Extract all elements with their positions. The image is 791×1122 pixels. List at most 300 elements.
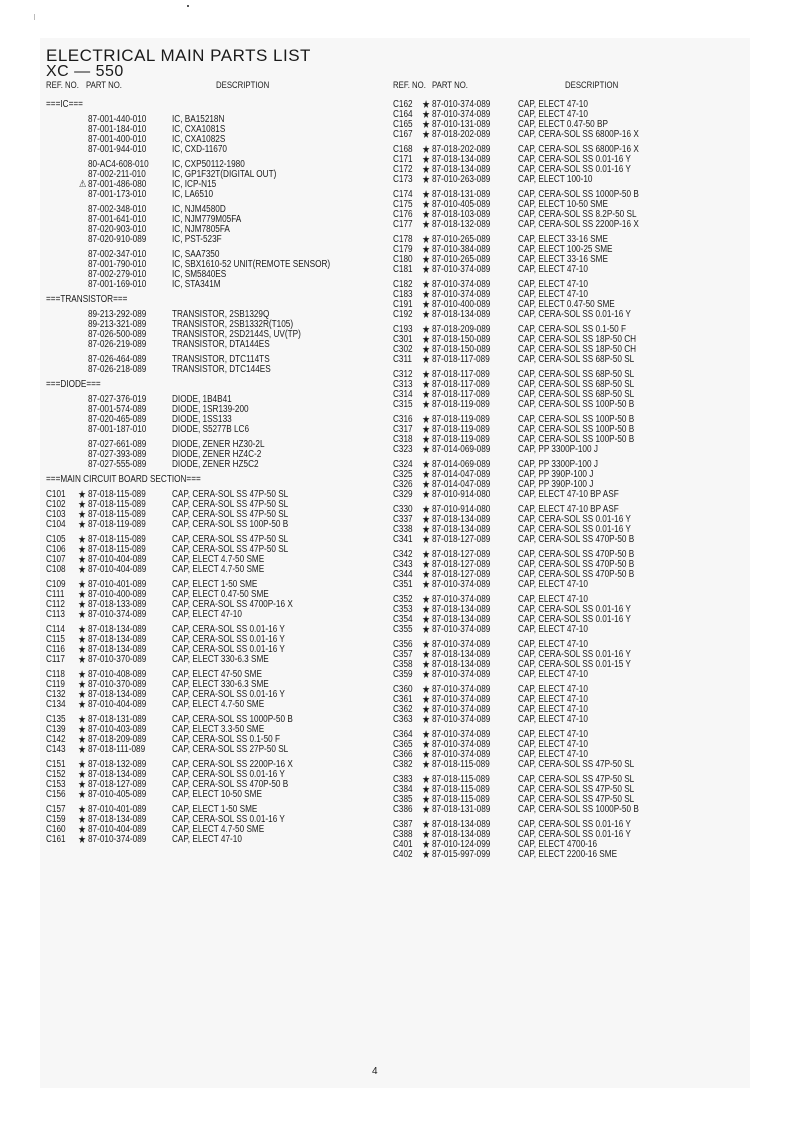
ref-no: C167 (393, 129, 413, 140)
part-no: 87-027-376-019 (88, 394, 147, 405)
ref-no: C344 (393, 569, 413, 580)
part-no: 87-015-997-099 (432, 849, 491, 860)
part-no: 87-014-047-089 (432, 469, 491, 480)
description: CAP, ELECT 330-6.3 SME (172, 654, 269, 665)
description: CAP, CERA-SOL SS 8.2P-50 SL (518, 209, 637, 220)
parts-row (393, 535, 733, 545)
part-no: 87-018-209-089 (432, 324, 491, 335)
star-mark: ★ (422, 524, 431, 536)
part-no: 87-010-374-089 (432, 99, 491, 110)
description: CAP, CERA-SOL SS 0.01-16 Y (172, 634, 285, 645)
ref-no: C318 (393, 434, 413, 445)
description: CAP, CERA-SOL SS 100P-50 B (172, 519, 289, 530)
star-mark: ★ (422, 784, 431, 796)
ref-no: C180 (393, 254, 413, 265)
safety-mark: ⚠ (79, 179, 87, 190)
star-mark: ★ (422, 614, 431, 626)
description: CAP, CERA-SOL SS 0.01-16 Y (518, 164, 631, 175)
description: IC, CXA1081S (172, 124, 226, 135)
ref-no: C112 (46, 599, 66, 610)
star-mark: ★ (422, 819, 431, 831)
part-no: 87-010-374-089 (88, 609, 147, 620)
part-no: 87-010-263-089 (432, 174, 491, 185)
description: TRANSISTOR, DTC114TS (172, 354, 270, 365)
description: CAP, CERA-SOL SS 47P-50 SL (172, 499, 289, 510)
description: CAP, CERA-SOL SS 68P-50 SL (518, 369, 635, 380)
ref-no: C135 (46, 714, 66, 725)
description: CAP, ELECT 47-10 (518, 704, 588, 715)
description: IC, BA15218N (172, 114, 225, 125)
description: CAP, CERA-SOL SS 100P-50 B (518, 399, 635, 410)
description: CAP, CERA-SOL SS 68P-50 SL (518, 379, 635, 390)
part-no: 87-010-374-089 (432, 264, 491, 275)
part-no: 87-018-111-089 (88, 744, 146, 755)
description: CAP, ELECT 0.47-50 SME (172, 589, 269, 600)
part-no: 87-018-131-089 (432, 189, 491, 200)
part-no: 87-020-910-089 (88, 234, 147, 245)
part-no: 87-018-127-089 (88, 779, 147, 790)
part-no: 87-018-115-089 (432, 759, 490, 770)
ref-no: C102 (46, 499, 66, 510)
ref-no: C357 (393, 649, 413, 660)
part-no: 87-020-903-010 (88, 224, 147, 235)
ref-no: C301 (393, 334, 413, 345)
description: CAP, ELECT 47-10 (518, 579, 588, 590)
star-mark: ★ (422, 414, 431, 426)
part-no: 87-018-115-089 (432, 784, 490, 795)
star-mark: ★ (422, 604, 431, 616)
description: CAP, ELECT 47-50 SME (172, 669, 262, 680)
description: CAP, CERA-SOL SS 47P-50 SL (172, 489, 289, 500)
part-no: 87-010-405-089 (88, 789, 147, 800)
part-no: 87-018-115-089 (88, 534, 146, 545)
part-no: 87-002-211-010 (88, 169, 146, 180)
description: IC, LA6510 (172, 189, 214, 200)
part-no: 87-010-370-089 (88, 679, 147, 690)
ref-no: C315 (393, 399, 413, 410)
part-no: 87-018-134-089 (432, 524, 491, 535)
description: CAP, CERA-SOL SS 470P-50 B (172, 779, 289, 790)
part-no: 87-018-117-089 (432, 379, 490, 390)
part-no: 87-010-374-089 (432, 669, 491, 680)
description: DIODE, ZENER HZ4C-2 (172, 449, 262, 460)
star-mark: ★ (422, 444, 431, 456)
ref-no: C168 (393, 144, 413, 155)
star-mark: ★ (422, 749, 431, 761)
section-title: ===DIODE=== (46, 379, 101, 390)
ref-no: C354 (393, 614, 413, 625)
ref-no: C107 (46, 554, 66, 565)
ref-no: C159 (46, 814, 66, 825)
part-no: 87-018-134-089 (88, 634, 147, 645)
star-mark: ★ (78, 789, 87, 801)
star-mark: ★ (78, 554, 87, 566)
part-no: 87-018-115-089 (432, 794, 490, 805)
ref-no: C341 (393, 534, 413, 545)
ref-no: C366 (393, 749, 413, 760)
part-no: 87-018-150-089 (432, 334, 491, 345)
description: CAP, ELECT 47-10 (518, 109, 588, 120)
part-no: 87-010-265-089 (432, 234, 491, 245)
ref-no: C364 (393, 729, 413, 740)
star-mark: ★ (422, 144, 431, 156)
description: CAP, CERA-SOL SS 1000P-50 B (518, 189, 639, 200)
part-no: 87-001-486-080 (88, 179, 147, 190)
ref-no: C193 (393, 324, 413, 335)
ref-no: C176 (393, 209, 413, 220)
ref-no: C365 (393, 739, 413, 750)
ref-no: C172 (393, 164, 413, 175)
part-no: 87-018-131-089 (432, 804, 491, 815)
star-mark: ★ (422, 174, 431, 186)
star-mark: ★ (422, 289, 431, 301)
description: IC, STA341M (172, 279, 221, 290)
ref-no: C156 (46, 789, 66, 800)
star-mark: ★ (78, 814, 87, 826)
part-no: 87-018-134-089 (432, 164, 491, 175)
part-no: 87-010-404-089 (88, 554, 147, 565)
part-no: 87-001-400-010 (88, 134, 147, 145)
description: CAP, ELECT 47-10 (518, 289, 588, 300)
part-no: 87-001-187-010 (88, 424, 147, 435)
description: CAP, CERA-SOL SS 4700P-16 X (172, 599, 293, 610)
parts-row (393, 355, 733, 365)
ref-no: C353 (393, 604, 413, 615)
star-mark: ★ (78, 699, 87, 711)
parts-row (393, 850, 733, 860)
part-no: 87-018-127-089 (432, 549, 491, 560)
description: IC, CXD-11670 (172, 144, 228, 155)
description: CAP, CERA-SOL SS 6800P-16 X (518, 129, 639, 140)
description: CAP, ELECT 2200-16 SME (518, 849, 618, 860)
star-mark: ★ (78, 669, 87, 681)
part-no: 87-018-134-089 (432, 514, 491, 525)
ref-no: C139 (46, 724, 66, 735)
part-no: 87-018-119-089 (432, 399, 490, 410)
part-no: 87-018-134-089 (432, 614, 491, 625)
description: DIODE, ZENER HZ30-2L (172, 439, 265, 450)
part-no: 87-018-133-089 (88, 599, 147, 610)
ref-no: C385 (393, 794, 413, 805)
description: CAP, CERA-SOL SS 1000P-50 B (172, 714, 293, 725)
star-mark: ★ (422, 759, 431, 771)
description: CAP, ELECT 47-10 (518, 694, 588, 705)
star-mark: ★ (422, 479, 431, 491)
star-mark: ★ (422, 794, 431, 806)
part-no: 87-002-348-010 (88, 204, 147, 215)
header-desc-left: DESCRIPTION (216, 80, 270, 91)
star-mark: ★ (422, 154, 431, 166)
part-no: 87-018-134-089 (432, 659, 491, 670)
ref-no: C108 (46, 564, 66, 575)
star-mark: ★ (422, 849, 431, 861)
star-mark: ★ (78, 609, 87, 621)
part-no: 87-010-374-089 (432, 729, 491, 740)
description: IC, NJM4580D (172, 204, 226, 215)
ref-no: C111 (46, 589, 65, 600)
part-no: 87-027-555-089 (88, 459, 147, 470)
star-mark: ★ (422, 714, 431, 726)
ref-no: C152 (46, 769, 66, 780)
description: CAP, CERA-SOL SS 2200P-16 X (172, 759, 293, 770)
part-no: 87-001-184-010 (88, 124, 147, 135)
description: CAP, CERA-SOL SS 0.1-50 F (518, 324, 627, 335)
ref-no: C117 (46, 654, 66, 665)
part-no: 87-010-405-089 (432, 199, 491, 210)
description: CAP, ELECT 4.7-50 SME (172, 554, 265, 565)
star-mark: ★ (422, 704, 431, 716)
part-no: 87-010-404-089 (88, 824, 147, 835)
part-no: 87-018-134-089 (432, 649, 491, 660)
description: CAP, CERA-SOL SS 0.01-16 Y (172, 689, 285, 700)
star-mark: ★ (422, 109, 431, 121)
section-title: ===TRANSISTOR=== (46, 294, 128, 305)
description: CAP, CERA-SOL SS 18P-50 CH (518, 344, 637, 355)
description: CAP, CERA-SOL SS 47P-50 SL (172, 509, 289, 520)
parts-row (393, 400, 733, 410)
ref-no: C363 (393, 714, 413, 725)
section-title: ===MAIN CIRCUIT BOARD SECTION=== (46, 474, 201, 485)
description: CAP, CERA-SOL SS 0.01-16 Y (518, 649, 631, 660)
part-no: 87-018-132-089 (88, 759, 147, 770)
star-mark: ★ (78, 834, 87, 846)
description: CAP, CERA-SOL SS 47P-50 SL (518, 759, 635, 770)
description: CAP, PP 390P-100 J (518, 469, 594, 480)
part-no: 87-018-103-089 (432, 209, 491, 220)
part-no: 87-018-127-089 (432, 534, 491, 545)
description: CAP, ELECT 4700-16 (518, 839, 598, 850)
star-mark: ★ (422, 219, 431, 231)
star-mark: ★ (78, 679, 87, 691)
star-mark: ★ (78, 489, 87, 501)
ref-no: C165 (393, 119, 413, 130)
ref-no: C118 (46, 669, 66, 680)
star-mark: ★ (422, 99, 431, 111)
star-mark: ★ (422, 549, 431, 561)
description: IC, CXP50112-1980 (172, 159, 245, 170)
ref-no: C358 (393, 659, 413, 670)
description: IC, SM5840ES (172, 269, 227, 280)
part-no: 89-213-321-089 (88, 319, 147, 330)
ref-no: C361 (393, 694, 413, 705)
ref-no: C157 (46, 804, 66, 815)
ref-no: C192 (393, 309, 413, 320)
page-title: ELECTRICAL MAIN PARTS LIST (46, 46, 311, 65)
description: IC, SBX1610-52 UNIT(REMOTE SENSOR) (172, 259, 331, 270)
star-mark: ★ (78, 769, 87, 781)
star-mark: ★ (422, 739, 431, 751)
description: CAP, CERA-SOL SS 0.01-16 Y (172, 769, 285, 780)
star-mark: ★ (422, 209, 431, 221)
ref-no: C342 (393, 549, 413, 560)
ref-no: C101 (46, 489, 66, 500)
ref-no: C181 (393, 264, 413, 275)
header-ref-right: REF. NO. (393, 80, 426, 91)
header-desc-right: DESCRIPTION (565, 80, 619, 91)
ref-no: C132 (46, 689, 66, 700)
star-mark: ★ (422, 189, 431, 201)
star-mark: ★ (78, 804, 87, 816)
part-no: 87-010-374-089 (432, 704, 491, 715)
description: CAP, CERA-SOL SS 0.01-16 Y (518, 309, 631, 320)
ref-no: C153 (46, 779, 66, 790)
star-mark: ★ (422, 569, 431, 581)
star-mark: ★ (422, 129, 431, 141)
parts-row (393, 445, 733, 455)
ref-no: C356 (393, 639, 413, 650)
ref-no: C182 (393, 279, 413, 290)
description: CAP, CERA-SOL SS 0.01-16 Y (518, 829, 631, 840)
star-mark: ★ (422, 594, 431, 606)
star-mark: ★ (78, 759, 87, 771)
part-no: 87-010-374-089 (432, 109, 491, 120)
page-number: 4 (372, 1066, 378, 1077)
part-no: 87-010-914-080 (432, 504, 491, 515)
star-mark: ★ (422, 354, 431, 366)
part-no: 87-018-117-089 (432, 369, 490, 380)
part-no: 87-018-134-089 (432, 309, 491, 320)
part-no: 87-010-374-089 (432, 594, 491, 605)
star-mark: ★ (422, 624, 431, 636)
star-mark: ★ (78, 644, 87, 656)
part-no: 87-018-132-089 (432, 219, 491, 230)
star-mark: ★ (422, 669, 431, 681)
part-no: 87-010-404-089 (88, 699, 147, 710)
part-no: 87-010-914-080 (432, 489, 491, 500)
description: CAP, ELECT 47-10 (518, 684, 588, 695)
star-mark: ★ (422, 119, 431, 131)
description: CAP, PP 390P-100 J (518, 479, 594, 490)
star-mark: ★ (78, 579, 87, 591)
description: CAP, PP 3300P-100 J (518, 459, 598, 470)
ref-no: C352 (393, 594, 413, 605)
ref-no: C382 (393, 759, 413, 770)
part-no: 87-018-115-089 (88, 509, 146, 520)
part-no: 87-010-265-089 (432, 254, 491, 265)
description: DIODE, S5277B LC6 (172, 424, 250, 435)
description: TRANSISTOR, 2SB1332R(T105) (172, 319, 294, 330)
description: CAP, CERA-SOL SS 100P-50 B (518, 424, 635, 435)
part-no: 87-014-069-089 (432, 459, 491, 470)
ref-no: C329 (393, 489, 413, 500)
part-no: 87-018-209-089 (88, 734, 147, 745)
star-mark: ★ (422, 804, 431, 816)
part-no: 87-026-500-089 (88, 329, 147, 340)
description: DIODE, 1SS133 (172, 414, 232, 425)
part-no: 87-010-374-089 (432, 624, 491, 635)
star-mark: ★ (78, 824, 87, 836)
description: CAP, ELECT 33-16 SME (518, 254, 608, 265)
model-number: XC — 550 (46, 63, 124, 80)
description: TRANSISTOR, DTC144ES (172, 364, 271, 375)
description: CAP, ELECT 47-10 (518, 99, 588, 110)
ref-no: C177 (393, 219, 413, 230)
part-no: 87-018-127-089 (432, 559, 491, 570)
description: CAP, CERA-SOL SS 0.1-50 F (172, 734, 281, 745)
description: CAP, CERA-SOL SS 470P-50 B (518, 559, 635, 570)
description: CAP, CERA-SOL SS 470P-50 B (518, 569, 635, 580)
part-no: 87-010-400-089 (432, 299, 491, 310)
part-no: 87-018-117-089 (432, 389, 490, 400)
description: CAP, ELECT 47-10 (518, 594, 588, 605)
star-mark: ★ (422, 534, 431, 546)
description: IC, NJM779M05FA (172, 214, 242, 225)
ref-no: C142 (46, 734, 66, 745)
description: CAP, CERA-SOL SS 68P-50 SL (518, 354, 635, 365)
description: CAP, CERA-SOL SS 0.01-16 Y (172, 814, 285, 825)
description: CAP, ELECT 1-50 SME (172, 804, 258, 815)
part-no: 87-002-347-010 (88, 249, 147, 260)
star-mark: ★ (422, 639, 431, 651)
part-no: 87-018-134-089 (432, 829, 491, 840)
part-no: 87-018-202-089 (432, 129, 491, 140)
ref-no: C109 (46, 579, 66, 590)
parts-row (393, 265, 733, 275)
description: CAP, ELECT 47-10 (518, 264, 588, 275)
ref-no: C383 (393, 774, 413, 785)
star-mark: ★ (78, 534, 87, 546)
header-ref-left: REF. NO. (46, 80, 79, 91)
star-mark: ★ (422, 774, 431, 786)
description: CAP, PP 3300P-100 J (518, 444, 598, 455)
parts-row (393, 175, 733, 185)
ref-no: C362 (393, 704, 413, 715)
ref-no: C355 (393, 624, 413, 635)
star-mark: ★ (422, 399, 431, 411)
ref-no: C402 (393, 849, 413, 860)
part-no: 87-026-218-089 (88, 364, 147, 375)
part-no: 87-018-115-089 (88, 499, 146, 510)
ref-no: C178 (393, 234, 413, 245)
star-mark: ★ (422, 729, 431, 741)
star-mark: ★ (422, 334, 431, 346)
description: IC, SAA7350 (172, 249, 220, 260)
part-no: 87-018-119-089 (88, 519, 146, 530)
header-part-right: PART NO. (432, 80, 468, 91)
star-mark: ★ (422, 199, 431, 211)
part-no: 87-026-464-089 (88, 354, 147, 365)
part-no: 87-027-393-089 (88, 449, 147, 460)
ref-no: C401 (393, 839, 413, 850)
star-mark: ★ (422, 559, 431, 571)
part-no: 87-018-131-089 (88, 714, 147, 725)
description: CAP, CERA-SOL SS 0.01-16 Y (172, 644, 285, 655)
star-mark: ★ (78, 544, 87, 556)
description: CAP, ELECT 3.3-50 SME (172, 724, 265, 735)
ref-no: C191 (393, 299, 413, 310)
description: CAP, CERA-SOL SS 100P-50 B (518, 434, 635, 445)
part-no: 87-002-279-010 (88, 269, 147, 280)
description: CAP, ELECT 47-10 (172, 609, 242, 620)
description: DIODE, ZENER HZ5C2 (172, 459, 259, 470)
part-no: 80-AC4-608-010 (88, 159, 149, 170)
description: CAP, ELECT 4.7-50 SME (172, 699, 265, 710)
description: CAP, ELECT 10-50 SME (518, 199, 608, 210)
description: CAP, ELECT 100-10 (518, 174, 593, 185)
description: CAP, CERA-SOL SS 6800P-16 X (518, 144, 639, 155)
part-no: 87-010-374-089 (432, 749, 491, 760)
part-no: 87-014-069-089 (432, 444, 491, 455)
ref-no: C143 (46, 744, 66, 755)
part-no: 87-010-403-089 (88, 724, 147, 735)
star-mark: ★ (422, 379, 431, 391)
parts-row (393, 220, 733, 230)
star-mark: ★ (422, 369, 431, 381)
ref-no: C314 (393, 389, 413, 400)
parts-row (393, 130, 733, 140)
ref-no: C317 (393, 424, 413, 435)
part-no: 87-001-944-010 (88, 144, 147, 155)
